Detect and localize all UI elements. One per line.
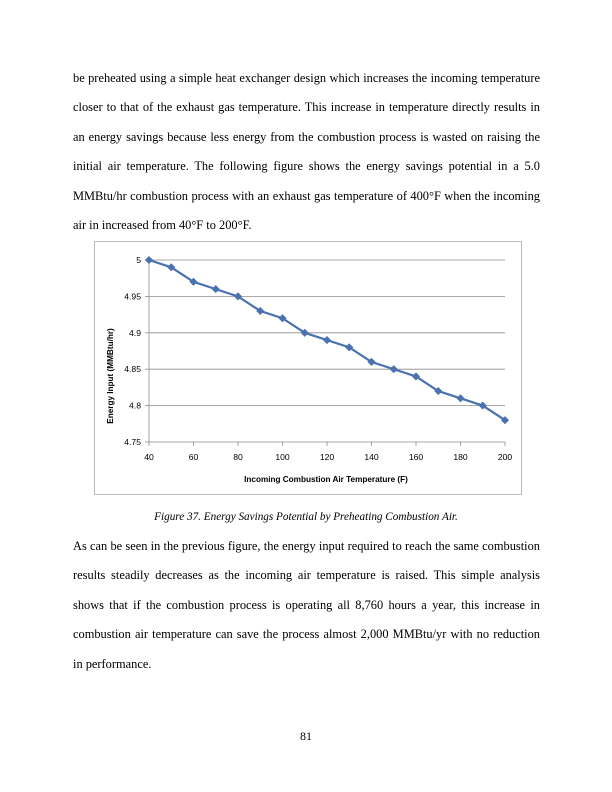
y-tick-label: 4.8 bbox=[129, 400, 141, 411]
x-tick-label: 120 bbox=[319, 452, 335, 462]
x-tick-label: 160 bbox=[408, 452, 424, 462]
x-tick-label: 180 bbox=[453, 452, 468, 462]
data-point-marker bbox=[390, 365, 398, 373]
y-tick-label: 5 bbox=[136, 255, 141, 265]
data-point-marker bbox=[212, 285, 220, 293]
x-tick-label: 100 bbox=[275, 452, 290, 462]
x-tick-label: 40 bbox=[144, 452, 154, 462]
figure-caption: Figure 37. Energy Savings Potential by Preheating Combustion Air. bbox=[154, 511, 458, 523]
y-tick-labels bbox=[124, 255, 141, 447]
y-tick-label: 4.9 bbox=[129, 327, 141, 338]
x-tick-label: 140 bbox=[364, 452, 379, 462]
x-tick-label: 60 bbox=[188, 452, 199, 462]
data-point-marker bbox=[323, 336, 331, 344]
body-paragraph: be preheated using a simple heat exchanger design which increases the incoming temperature closer to that of the exhaust gas temperature. This increase in temperature directly results in an energy savings because less energy from the combustion process is wasted on raising the initial air temperature. The following figure shows the energy savings potential in a 5.0 MMBtu/hr combustion process with an exhaust gas temperature of 400°F when the incoming air in increased from 40°F to 200°F. bbox=[73, 71, 540, 233]
data-point-marker bbox=[145, 256, 153, 264]
chart-gridlines bbox=[145, 260, 505, 446]
data-point-marker bbox=[457, 395, 465, 403]
y-tick-label: 4.75 bbox=[124, 437, 141, 447]
body-paragraph-2: As can be seen in the previous figure, the energy input required to reach the same combustion results steadily decreases as the incoming air temperature is raised. This simple analysis shows that if the combustion process is operating all 8,760 hours a year, this increase in combustion air temperature can save the process almost 2,000 MMBtu/yr with no reduction in performance. bbox=[73, 539, 540, 671]
y-axis-title: Energy Input (MMBtu/hr) bbox=[106, 328, 115, 424]
x-tick-label: 80 bbox=[233, 452, 243, 462]
line-chart bbox=[94, 241, 522, 495]
y-tick-label: 4.85 bbox=[124, 364, 141, 375]
chart-series bbox=[145, 256, 509, 424]
x-tick-labels bbox=[144, 452, 512, 462]
y-tick-label: 4.95 bbox=[124, 291, 141, 302]
x-tick-label: 200 bbox=[497, 452, 513, 462]
chart-svg bbox=[95, 242, 523, 496]
x-axis-title: Incoming Combustion Air Temperature (F) bbox=[244, 475, 408, 484]
page-number: 81 bbox=[300, 729, 312, 743]
